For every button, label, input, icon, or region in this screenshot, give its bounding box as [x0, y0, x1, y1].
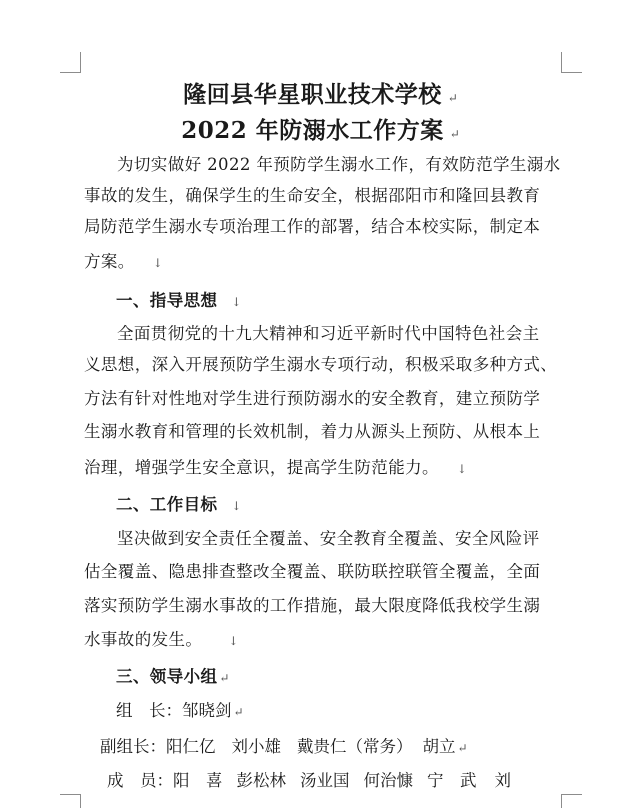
section-2-line-last: 水事故的发生。 ↓ [84, 630, 239, 649]
deputy-name: 阳仁亿 [166, 737, 216, 756]
line-break-mark: ↓ [152, 256, 163, 270]
crop-mark-top-left [60, 52, 81, 73]
member-name: 宁 武 [427, 771, 477, 790]
section-1-line-last: 治理，增强学生安全意识，提高学生防范能力。 ↓ [84, 458, 467, 477]
deputy-line [100, 733, 468, 757]
paragraph-mark: ↵ [233, 705, 244, 719]
intro-line: 为切实做好 2022 年预防学生溺水工作，有效防范学生溺水 [117, 155, 561, 174]
member-name: 阳 喜 [173, 771, 223, 790]
intro-line: 局防范学生溺水专项治理工作的部署，结合本校实际，制定本 [84, 217, 541, 236]
section-2-line: 坚决做到安全责任全覆盖、安全教育全覆盖、安全风险评 [117, 529, 540, 548]
section-1-line: 生溺水教育和管理的长效机制，着力从源头上预防、从根本上 [84, 422, 541, 441]
crop-mark-bottom-right [561, 794, 582, 808]
members-label: 成 员： [107, 771, 173, 790]
paragraph-mark: ↵ [457, 741, 468, 755]
deputy-name: 胡立 [422, 737, 456, 756]
member-name: 何治慷 [363, 771, 413, 790]
leader-line [116, 697, 244, 721]
document-title-line-2: 2022 年防溺水工作方案 ↵ [181, 117, 460, 144]
line-break-mark: ↓ [231, 499, 242, 513]
deputy-name: 戴贵仁（常务） [297, 737, 413, 756]
paragraph-mark: ↵ [219, 671, 230, 685]
section-2-line: 估全覆盖、隐患排查整改全覆盖、联防联控联管全覆盖，全面 [84, 562, 541, 581]
deputy-name: 刘小雄 [231, 737, 281, 756]
member-name: 彭松林 [236, 771, 286, 790]
line-break-mark: ↓ [456, 462, 467, 476]
section-1-line: 方法有针对性地对学生进行预防溺水的安全教育，建立预防学 [84, 389, 541, 408]
section-3-heading: 三、领导小组 ↵ [116, 667, 230, 686]
member-name: 刘 [494, 771, 511, 790]
leader-name: 邹晓剑 [182, 701, 232, 720]
member-name: 汤业国 [300, 771, 350, 790]
paragraph-mark: ↵ [447, 91, 458, 105]
leader-label: 组 长： [116, 701, 182, 720]
section-1-line: 义思想，深入开展预防学生溺水专项行动，积极采取多种方式、 [84, 355, 558, 374]
line-break-mark: ↓ [231, 295, 242, 309]
intro-line-last: 方案。 ↓ [84, 252, 163, 271]
paragraph-mark: ↵ [449, 127, 460, 141]
document-title-line-1: 隆回县华星职业技术学校 ↵ [183, 81, 458, 108]
section-2-heading: 二、工作目标 ↓ [116, 495, 242, 514]
line-break-mark: ↓ [228, 634, 239, 648]
section-1-line: 全面贯彻党的十九大精神和习近平新时代中国特色社会主 [117, 324, 540, 343]
intro-line: 事故的发生，确保学生的生命安全，根据邵阳市和隆回县教育 [84, 186, 541, 205]
crop-mark-top-right [561, 52, 582, 73]
section-2-line: 落实预防学生溺水事故的工作措施，最大限度降低我校学生溺 [84, 596, 541, 615]
section-1-heading: 一、指导思想 ↓ [116, 291, 242, 310]
crop-mark-bottom-left [60, 794, 81, 808]
deputy-label: 副组长： [100, 737, 166, 756]
members-line [107, 767, 511, 791]
